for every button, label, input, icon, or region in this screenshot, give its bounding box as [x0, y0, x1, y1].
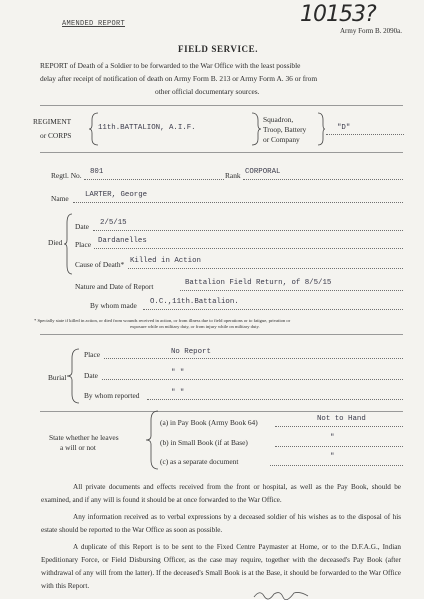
intro-line-3: other official documentary sources.: [155, 87, 260, 96]
name-value: LARTER, George: [85, 191, 148, 199]
note-paragraph-3: A duplicate of this Report is to be sent to the Fixed Centre Paymaster at Home, or to the D.F.A.G., Indian Epeditionary Force, or Field Disbursing Officer, as the case may require, together with the deceased's Pay Book (after withdrawal of any will from the latter). If the deceased's Small Book is at the Base, it should be forwarded to the War Office with this Report.: [41, 543, 401, 590]
corps-label: or CORPS: [40, 131, 72, 140]
report-nature-line: [180, 290, 403, 291]
signature-scribble: [252, 588, 312, 600]
rank-value: CORPORAL: [245, 168, 281, 176]
made-by-label: By whom made: [90, 301, 137, 310]
regtl-no-line: [84, 179, 224, 180]
made-by-value: O.C.,11th.Battalion.: [150, 298, 239, 306]
footnote-line-1: * Specially state if killed in action, or died from wounds received in action, or from illness due to field operations or to fatigue, privation or: [34, 318, 291, 323]
report-nature-value: Battalion Field Return, of 8/5/15: [185, 279, 332, 287]
place-of-death-value: Dardanelles: [98, 237, 147, 245]
name-label: Name: [51, 194, 69, 203]
regtl-no-value: 801: [90, 168, 104, 176]
form-title: FIELD SERVICE.: [178, 44, 259, 54]
regiment-value: 11th.BATTALION, A.I.F.: [98, 124, 196, 132]
burial-label: Burial: [48, 373, 67, 382]
date-of-death-line: [93, 230, 403, 231]
burial-reported-line: [147, 399, 403, 400]
will-separate-label: (c) as a separate document: [160, 457, 239, 466]
made-by-line: [143, 309, 403, 310]
regiment-label: REGIMENT: [33, 117, 72, 126]
will-paybook-value: Not to Hand: [317, 415, 366, 423]
died-label: Died: [48, 238, 63, 247]
died-brace: [63, 213, 73, 275]
section-rule-top: [40, 105, 403, 106]
rank-line: [243, 179, 403, 180]
will-smallbook-line: [275, 446, 403, 447]
place-of-death-label: Place: [75, 240, 92, 249]
note-paragraph-2: Any information received as to verbal expressions by a deceased soldier of his wishes as to the disposal of his estate should be reported to the War Office as soon as possible.: [41, 513, 401, 534]
place-of-death-line: [94, 248, 403, 249]
footnote-line-2: exposure while on military duty, or from injury while on military duty.: [130, 324, 260, 329]
burial-brace: [66, 348, 80, 404]
will-paybook-label: (a) in Pay Book (Army Book 64): [160, 418, 258, 427]
burial-place-line: [104, 358, 403, 359]
will-paybook-line: [275, 426, 403, 427]
section-rule-unit: [40, 152, 403, 153]
regiment-close-brace: [250, 112, 262, 146]
section-rule-burial: [40, 411, 403, 412]
rank-label: Rank: [225, 171, 241, 180]
will-separate-line: [270, 465, 403, 466]
burial-date-label: Date: [84, 371, 98, 380]
form-number: Army Form B. 2090a.: [340, 27, 403, 35]
name-line: [73, 202, 403, 203]
date-of-death-label: Date: [75, 222, 89, 231]
note-paragraph-1: All private documents and effects received from the front or hospital, as well as the Pay Book, should be examined, and if any will is found it should be at once forwarded to the War Office.: [41, 483, 401, 504]
squadron-label-1: Squadron,: [263, 115, 294, 124]
company-value: "D": [337, 124, 351, 132]
company-line: [326, 134, 404, 135]
burial-place-value: No Report: [171, 348, 211, 356]
burial-date-value: " ": [171, 369, 185, 377]
amended-report-stamp: AMENDED REPORT: [62, 20, 126, 28]
cause-of-death-line: [128, 268, 403, 269]
burial-reported-value: " ": [171, 389, 185, 397]
will-label-2: a will or not: [60, 443, 96, 452]
will-brace: [145, 410, 159, 470]
cause-of-death-label: Cause of Death*: [75, 260, 125, 269]
intro-line-1: REPORT of Death of a Soldier to be forwarded to the War Office with the least possible: [40, 61, 301, 70]
burial-date-line: [102, 379, 403, 380]
will-smallbook-value: ": [330, 434, 335, 442]
burial-place-label: Place: [84, 350, 101, 359]
squadron-label-2: Troop, Battery: [263, 125, 307, 134]
report-nature-label: Nature and Date of Report: [75, 282, 154, 291]
will-label-1: State whether he leaves: [49, 433, 119, 442]
will-smallbook-label: (b) in Small Book (if at Base): [160, 438, 248, 447]
squadron-label-3: or Company: [263, 135, 300, 144]
reference-number: 10153?: [300, 2, 376, 27]
intro-line-2: delay after receipt of notification of death on Army Form B. 213 or Army Form A. 36 or from: [40, 74, 318, 83]
date-of-death-value: 2/5/15: [100, 219, 127, 227]
regtl-no-label: Regtl. No.: [51, 171, 82, 180]
section-rule-death: [40, 334, 403, 335]
cause-of-death-value: Killed in Action: [130, 257, 201, 265]
will-separate-value: ": [330, 453, 335, 461]
squadron-brace: [316, 112, 326, 146]
burial-reported-label: By whom reported: [84, 391, 140, 400]
